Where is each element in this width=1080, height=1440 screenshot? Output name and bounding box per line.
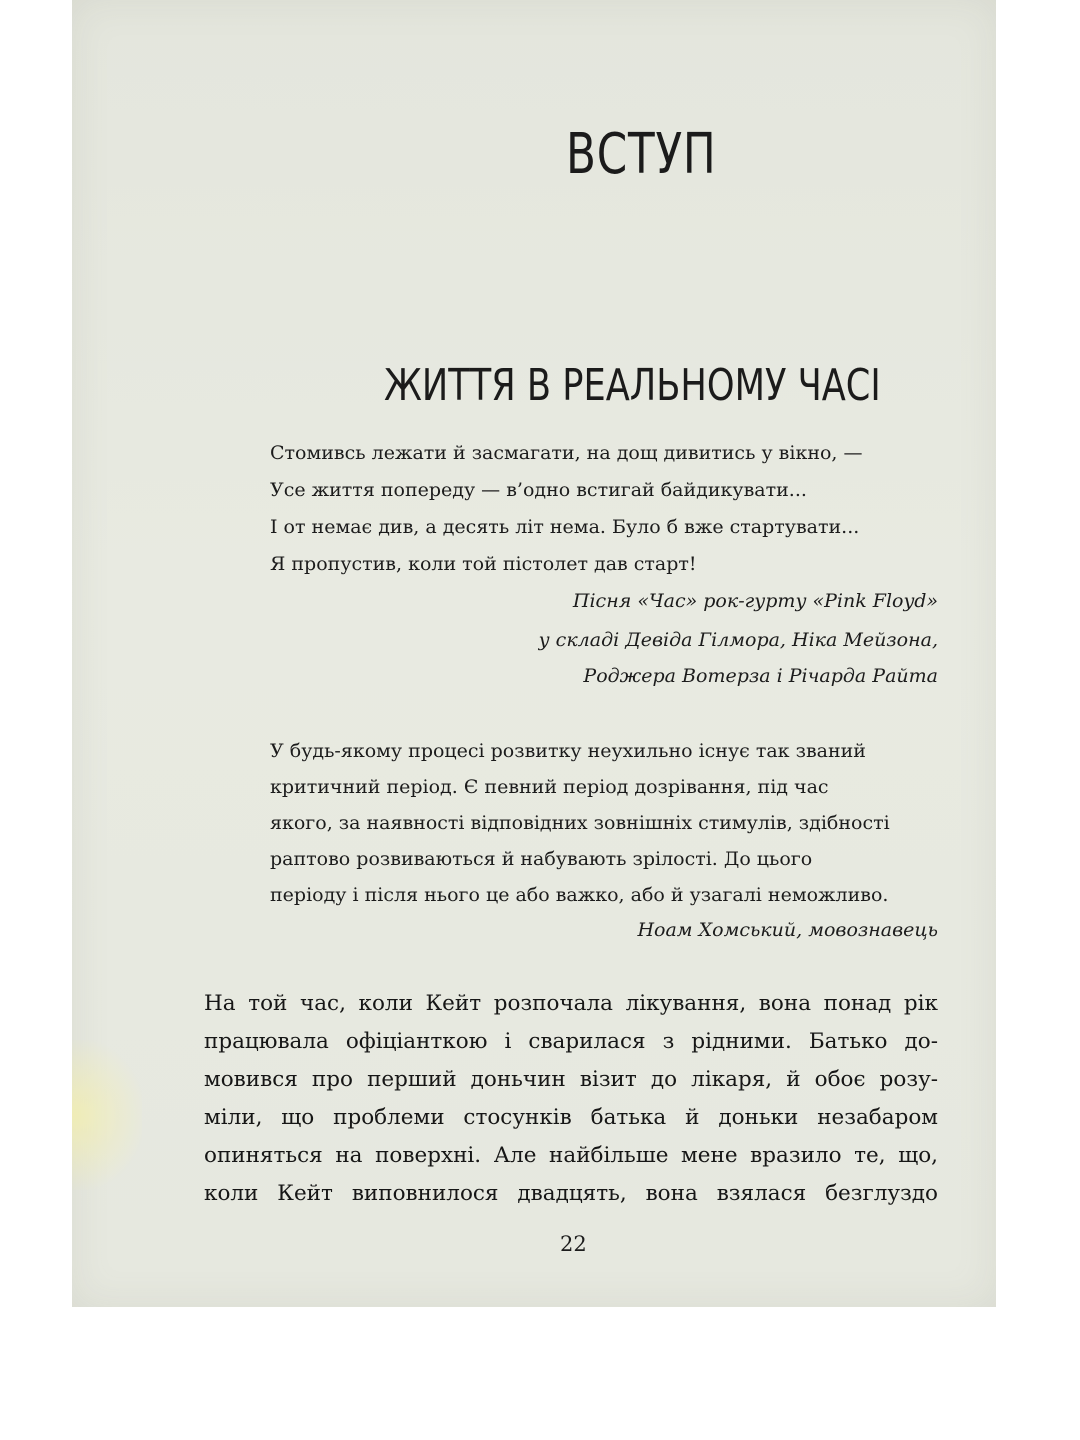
- body-paragraph: [204, 985, 938, 1213]
- body-line: На той час, коли Кейт розпочала лікування, вона понад рік: [204, 991, 938, 1016]
- epigraph-attribution: Ноам Хомський, мовознавець: [637, 919, 938, 941]
- epigraph-line: Усе життя попереду — в’одно встигай байдикувати...: [270, 479, 807, 501]
- epigraph-attribution: Роджера Вотерза і Річарда Райта: [583, 665, 938, 687]
- epigraph-line: Стомивсь лежати й засмагати, на дощ дивитись у вікно, —: [270, 442, 863, 464]
- epigraph-line: Я пропустив, коли той пістолет дав старт!: [270, 553, 697, 575]
- body-line: опиняться на поверхні. Але найбільше мене вразило те, що,: [204, 1143, 938, 1168]
- epigraph-line: раптово розвиваються й набувають зрілості. До цього: [270, 848, 813, 870]
- epigraph-quote: [270, 733, 890, 913]
- epigraph-line: періоду і після нього це або важко, або й узагалі неможливо.: [270, 884, 889, 906]
- epigraph-song-lyrics: [270, 438, 938, 579]
- body-line: мовився про перший доньчин візит до лікаря, й обоє розу-: [204, 1067, 938, 1092]
- body-line: працювала офіціанткою і сварилася з рідними. Батько до-: [204, 1029, 938, 1054]
- epigraph-attribution: Пісня «Час» рок-гурту «Pink Floyd»: [572, 590, 938, 612]
- epigraph-line: У будь-якому процесі розвитку неухильно існує так званий: [270, 740, 866, 762]
- body-line: міли, що проблеми стосунків батька й доньки незабаром: [204, 1105, 938, 1130]
- light-reflection: [72, 1040, 142, 1190]
- page-number: 22: [560, 1232, 587, 1256]
- epigraph-line: якого, за наявності відповідних зовнішніх стимулів, здібності: [270, 812, 890, 834]
- chapter-title: ЖИТТЯ В РЕАЛЬНОМУ ЧАСІ: [384, 360, 881, 411]
- epigraph-line: критичний період. Є певний період дозрівання, під час: [270, 776, 829, 798]
- body-line: коли Кейт виповнилося двадцять, вона взялася безглуздо: [204, 1181, 938, 1206]
- epigraph-line: І от немає див, а десять літ нема. Було б вже стартувати...: [270, 516, 860, 538]
- epigraph-attribution: у складі Девіда Гілмора, Ніка Мейзона,: [538, 629, 938, 651]
- section-title: ВСТУП: [566, 122, 717, 187]
